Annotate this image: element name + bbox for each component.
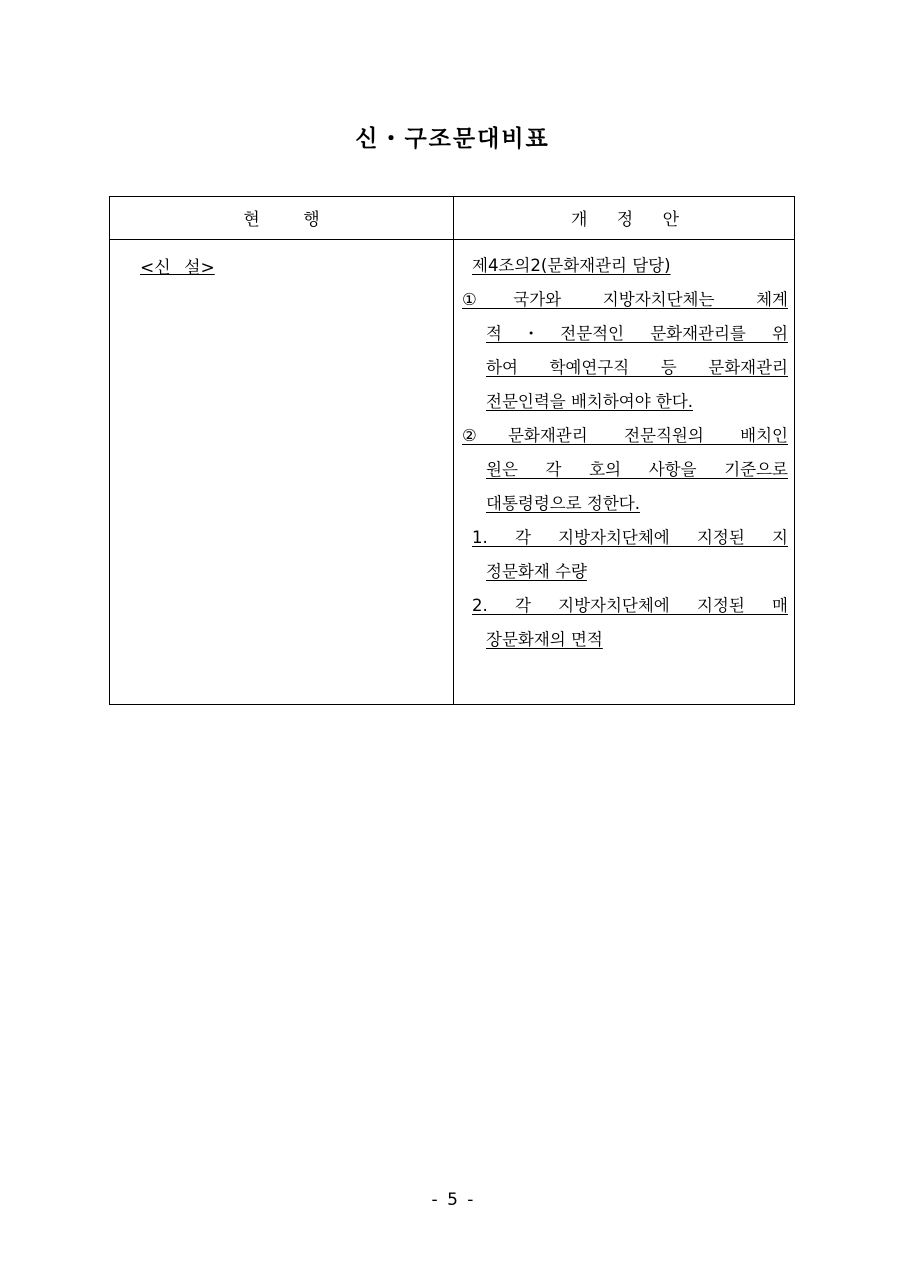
revised-line: 1. 각 지방자치단체에 지정된 지 xyxy=(472,528,788,547)
header-revised: 개 정 안 xyxy=(570,210,680,230)
page-number: - 5 - xyxy=(431,1190,474,1210)
header-divider xyxy=(110,239,794,240)
current-text: <신 설> xyxy=(140,258,215,278)
revised-line: ②문화재관리 전문직원의 배치인 xyxy=(462,426,788,445)
revised-line: 원은 각 호의 사항을 기준으로 xyxy=(486,460,788,479)
comparison-table xyxy=(109,196,795,705)
revised-line: ①국가와 지방자치단체는 체계 xyxy=(462,290,788,309)
revised-line: 전문인력을 배치하여야 한다. xyxy=(486,392,694,411)
column-divider xyxy=(453,197,454,704)
revised-line: 하여 학예연구직 등 문화재관리 xyxy=(486,358,788,377)
header-current: 현 행 xyxy=(243,210,320,230)
revised-line: 2. 각 지방자치단체에 지정된 매 xyxy=(472,596,788,615)
page-title: 신・구조문대비표 xyxy=(355,126,550,152)
revised-line: 장문화재의 면적 xyxy=(486,630,603,649)
revised-line: 대통령령으로 정한다. xyxy=(486,494,640,513)
revised-line: 제4조의2(문화재관리 담당) xyxy=(472,256,671,275)
revised-line: 정문화재 수량 xyxy=(486,562,587,581)
revised-text xyxy=(462,249,788,657)
revised-line: 적・전문적인 문화재관리를 위 xyxy=(486,324,788,343)
